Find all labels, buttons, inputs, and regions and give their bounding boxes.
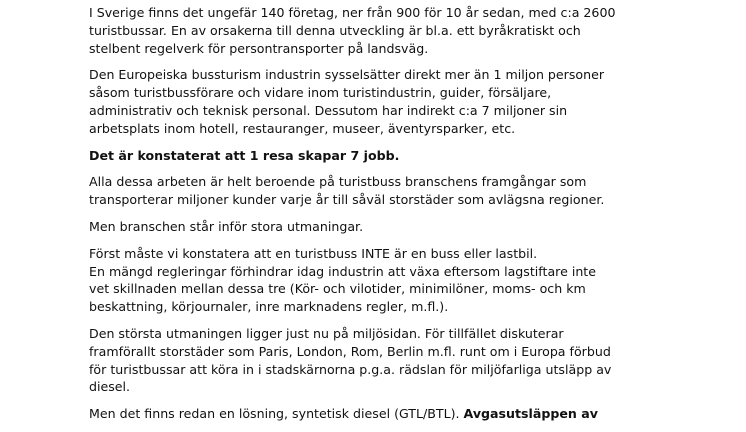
text-line: Alla dessa arbeten är helt beroende på turistbuss branschens framgångar som	[89, 174, 587, 190]
paragraph-6	[89, 245, 689, 316]
text-line: En mängd regleringar förhindrar idag industrin att växa eftersom lagstiftare inte	[89, 263, 596, 279]
text-line: såsom turistbussförare och vidare inom turistindustrin, guider, försäljare,	[89, 85, 552, 101]
text-line: framförallt storstäder som Paris, London, Rom, Berlin m.fl. runt om i Europa förbud	[89, 343, 611, 359]
text-line: transporterar miljoner kunder varje år till såväl storstäder som avlägsna regioner.	[89, 192, 605, 208]
paragraph-7	[89, 325, 689, 396]
text-line: för turistbussar att köra in i stadskärnorna p.g.a. rädslan för miljöfarliga utsläpp av	[89, 361, 612, 377]
text-line: turistbussar. En av orsakerna till denna utveckling är bl.a. ett byråkratiskt och	[89, 22, 581, 38]
text-line: vet skillnaden mellan dessa tre (Kör- och vilotider, minimilöner, moms- och km	[89, 281, 586, 297]
text-line: administrativ och teknisk personal. Dessutom har indirekt c:a 7 miljoner sin	[89, 102, 568, 118]
paragraph-bold-statement	[89, 147, 689, 165]
text-line: Den största utmaningen ligger just nu på miljösidan. För tillfället diskuterar	[89, 325, 564, 341]
document-body	[89, 4, 689, 432]
paragraph-8	[89, 405, 689, 423]
bold-text-fragment: Avgasutsläppen av	[463, 406, 598, 422]
text-line: Det är konstaterat att 1 resa skapar 7 jobb.	[89, 147, 400, 163]
text-line: Först måste vi konstatera att en turistbuss INTE är en buss eller lastbil.	[89, 245, 538, 261]
text-line: I Sverige finns det ungefär 140 företag, ner från 900 för 10 år sedan, med c:a 2600	[89, 5, 616, 20]
text-line: diesel.	[89, 379, 131, 395]
text-line: arbetsplats inom hotell, restauranger, museer, äventyrsparker, etc.	[89, 120, 516, 136]
text-line: Men det finns redan en lösning, syntetisk diesel (GTL/BTL).	[89, 406, 464, 422]
text-line: Den Europeiska bussturism industrin sysselsätter direkt mer än 1 miljon personer	[89, 67, 605, 83]
text-line: stelbent regelverk för persontransporter på landsväg.	[89, 40, 429, 56]
paragraph-5	[89, 218, 689, 236]
text-line: beskattning, körjournaler, inre marknadens regler, m.fl.).	[89, 299, 449, 315]
paragraph-1	[89, 4, 689, 57]
text-line: Men branschen står inför stora utmaningar.	[89, 218, 364, 234]
paragraph-4	[89, 173, 689, 209]
paragraph-2	[89, 66, 689, 137]
